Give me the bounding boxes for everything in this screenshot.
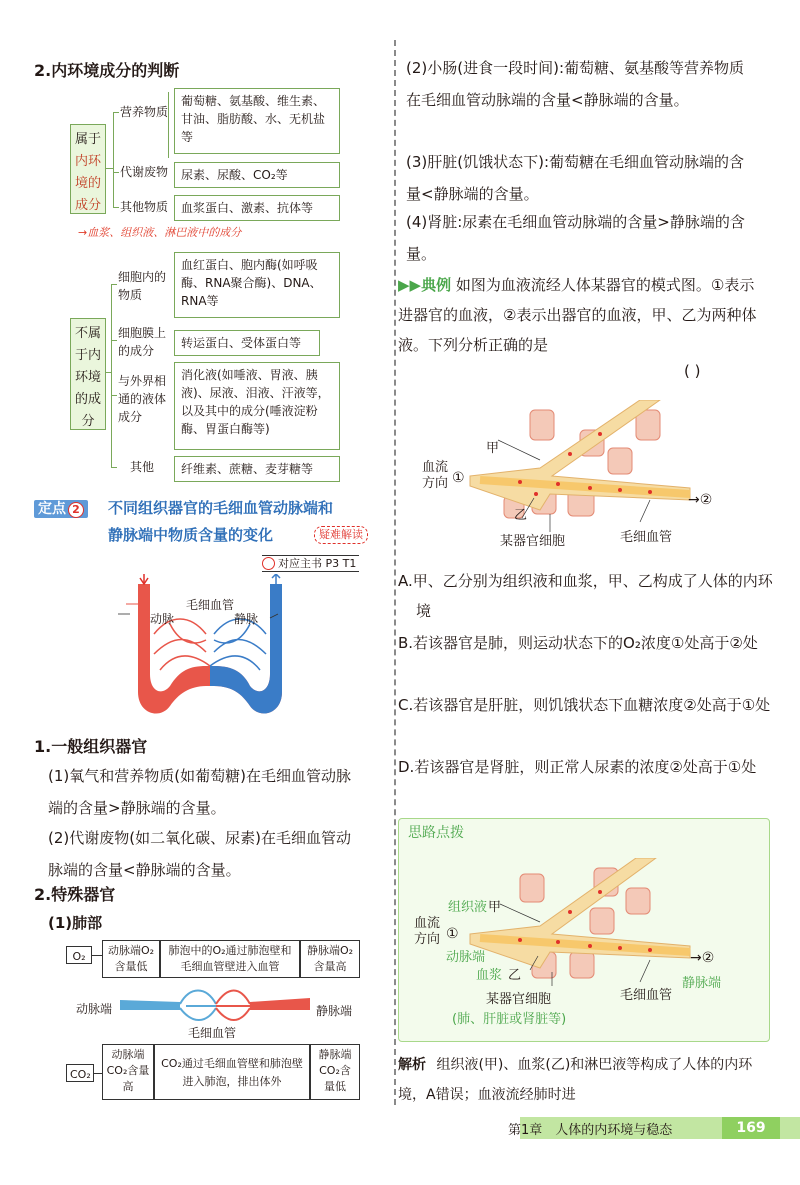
lung-capillary-figure — [120, 980, 310, 1030]
column-divider — [394, 40, 396, 1105]
fig1-cell: 某器官细胞 — [500, 534, 566, 549]
tip-out: →② — [690, 950, 715, 966]
page-number: 169 — [722, 1117, 780, 1139]
not-belong-label: 不属 于内 环境 的成 分 — [70, 318, 106, 430]
co2-tag: CO₂ — [66, 1064, 94, 1082]
analysis-label: 解析 — [398, 1057, 426, 1073]
example-figure — [460, 400, 700, 540]
o2-tag: O₂ — [66, 946, 92, 964]
option-c[interactable]: C.若该器官是肝脏，则饥饿状态下血糖浓度②处高于①处 — [398, 696, 771, 714]
o2-artery-box: 动脉端O₂含量低 — [102, 940, 160, 978]
tip-in: ① — [446, 926, 459, 942]
lung-artery-end: 动脉端 — [76, 1002, 113, 1016]
belong-cat-nutrients: 营养物质 — [120, 105, 169, 119]
small-intestine-paragraph: (2)小肠(进食一段时间):葡萄糖、氨基酸等营养物质在毛细血管动脉端的含量<静脉端的含量。 — [406, 59, 745, 109]
tip-yi: 乙 — [508, 968, 522, 983]
option-b[interactable]: B.若该器官是肺，则运动状态下的O₂浓度①处高于②处 — [398, 634, 758, 652]
notbelong-cat-external: 与外界相通的液体成分 — [118, 374, 167, 424]
difficulty-badge: 疑难解读 — [314, 526, 368, 544]
notbelong-cat-membrane: 细胞膜上的成分 — [118, 326, 167, 358]
belong-content-nutrients: 葡萄糖、氨基酸、维生素、甘油、脂肪酸、水、无机盐等 — [174, 88, 340, 154]
tip-tissue-label: 组织液 — [448, 900, 488, 915]
notbelong-cat-intracellular: 细胞内的物质 — [118, 270, 167, 302]
option-d[interactable]: D.若该器官是肾脏，则正常人尿素的浓度②处高于①处 — [398, 758, 757, 776]
tip-title: 思路点拨 — [408, 825, 464, 841]
fig1-yi: 乙 — [514, 508, 528, 523]
tip-jia: 甲 — [488, 900, 502, 915]
answer-blank[interactable]: ( ) — [684, 362, 701, 380]
tip-capillary: 毛细血管 — [620, 988, 673, 1003]
fig-vein-label: 静脉 — [234, 612, 259, 626]
sec-general-title: 1.一般组织器官 — [34, 737, 148, 756]
o2-middle-box: 肺泡中的O₂通过肺泡壁和毛细血管壁进入血管 — [160, 940, 300, 978]
tip-cell: 某器官细胞 — [486, 992, 552, 1007]
point-title-line2: 静脉端中物质含量的变化 — [108, 526, 274, 544]
belong-content-waste: 尿素、尿酸、CO₂等 — [174, 162, 340, 188]
reference-label: 对应主书 P3 T1 — [262, 555, 359, 572]
fig-capillary-label: 毛细血管 — [186, 598, 235, 612]
fig1-capillary: 毛细血管 — [620, 530, 673, 545]
point-title-line1: 不同组织器官的毛细血管动脉端和 — [108, 499, 334, 517]
tip-vein-end: 静脉端 — [682, 976, 722, 991]
tip-plasma: 血浆 — [476, 968, 503, 983]
notbelong-content-membrane: 转运蛋白、受体蛋白等 — [174, 330, 320, 356]
belong-label: 属于 内环 境的 成分 — [70, 124, 106, 214]
tip-artery-end: 动脉端 — [446, 950, 486, 965]
target-icon — [262, 557, 275, 570]
co2-artery-box: 动脉端CO₂含量高 — [102, 1044, 154, 1100]
fig1-jia: 甲 — [486, 441, 500, 456]
example-block — [398, 270, 758, 360]
kidney-paragraph: (4)肾脏:尿素在毛细血管动脉端的含量>静脉端的含量。 — [406, 213, 745, 263]
sec-general-p2: (2)代谢废物(如二氧化碳、尿素)在毛细血管动脉端的含量<静脉端的含量。 — [48, 829, 351, 879]
belong-note: →血浆、组织液、淋巴液中的成分 — [78, 226, 242, 239]
lung-capillary-label: 毛细血管 — [188, 1026, 237, 1040]
lung-title: (1)肺部 — [48, 914, 103, 932]
liver-paragraph: (3)肝脏(饥饿状态下):葡萄糖在毛细血管动脉端的含量<静脉端的含量。 — [406, 153, 745, 203]
sec-general-p1: (1)氧气和营养物质(如葡萄糖)在毛细血管动脉端的含量>静脉端的含量。 — [48, 767, 351, 817]
section-title-composition: 2.内环境成分的判断 — [34, 61, 180, 80]
notbelong-cat-other: 其他 — [130, 460, 155, 474]
co2-middle-box: CO₂通过毛细血管壁和肺泡壁进入肺泡，排出体外 — [154, 1044, 310, 1100]
footer-chapter: 第1章 人体的内环境与稳态 — [508, 1123, 673, 1138]
point-tag: 定点 2 — [34, 498, 88, 518]
example-label: ▶▶典例 — [398, 276, 452, 294]
notbelong-content-external: 消化液(如唾液、胃液、胰液)、尿液、泪液、汗液等，以及其中的成分(唾液淀粉酶、胃蛋白酶等) — [174, 362, 340, 450]
analysis-text: 组织液(甲)、血浆(乙)和淋巴液等构成了人体的内环境，A错误；血液流经肺时进 — [398, 1057, 753, 1103]
o2-vein-box: 静脉端O₂含量高 — [300, 940, 360, 978]
fig1-in: ① — [452, 470, 465, 486]
analysis-block — [398, 1050, 760, 1110]
fig-artery-label: 动脉 — [150, 612, 175, 626]
fig1-out: →② — [688, 492, 713, 508]
example-text: 如图为血液流经人体某器官的模式图。①表示进器官的血液，②表示出器官的血液，甲、乙为两种体液。下列分析正确的是 — [398, 276, 757, 354]
notbelong-content-other: 纤维素、蔗糖、麦芽糖等 — [174, 456, 340, 482]
tip-organs: (肺、肝脏或肾脏等) — [452, 1012, 567, 1027]
lung-vein-end: 静脉端 — [316, 1004, 353, 1018]
notbelong-content-intracellular: 血红蛋白、胞内酶(如呼吸酶、RNA聚合酶)、DNA、RNA等 — [174, 252, 340, 318]
belong-cat-other: 其他物质 — [120, 200, 169, 214]
belong-content-other: 血浆蛋白、激素、抗体等 — [174, 195, 340, 221]
tip-flow-direction: 血流方向 — [414, 916, 441, 947]
option-a[interactable]: A.甲、乙分别为组织液和血浆，甲、乙构成了人体的内环境 — [398, 572, 773, 620]
belong-cat-waste: 代谢废物 — [120, 165, 169, 179]
co2-vein-box: 静脉端CO₂含量低 — [310, 1044, 360, 1100]
sec-special-title: 2.特殊器官 — [34, 885, 116, 904]
fig1-flow-direction: 血流方向 — [422, 460, 449, 491]
